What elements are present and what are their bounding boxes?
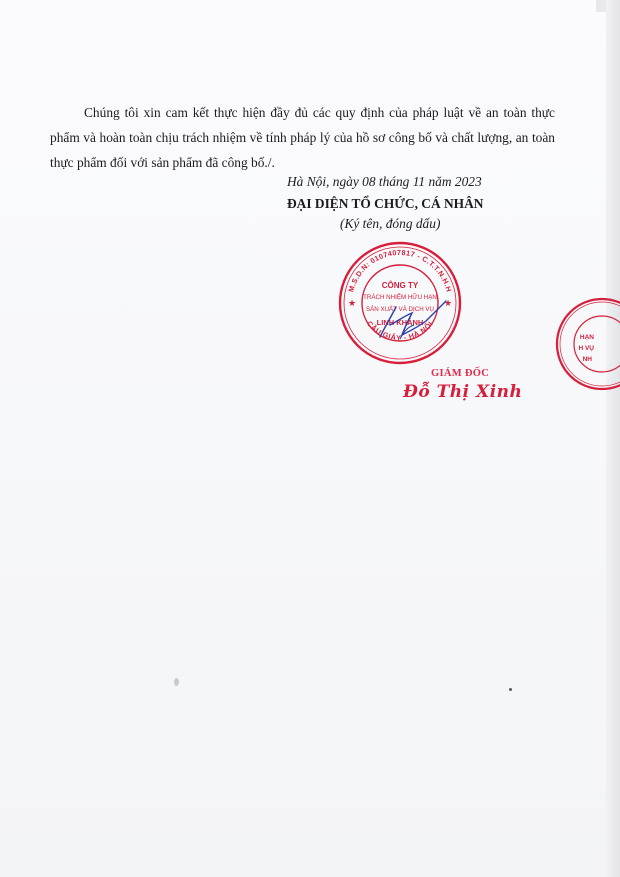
seal-star-right: ★ xyxy=(444,298,453,308)
signer-name: Đỗ Thị Xinh xyxy=(403,382,523,402)
seal-line-company: CÔNG TY xyxy=(381,281,419,290)
scan-smudge xyxy=(174,678,179,686)
seal-ring-text: M.S.D.N: 0107407817 - C.T.T.N.H.H xyxy=(346,247,454,294)
signer-position: GIÁM ĐỐC xyxy=(431,368,490,379)
partial-seal-rings xyxy=(552,294,620,394)
commitment-paragraph: Chúng tôi xin cam kết thực hiện đầy đủ các quy định của pháp luật về an toàn thực phẩm và hoàn toàn chịu trách nhiệm về tính pháp lý của hồ sơ công bố và chất lượng, an toàn thực phẩm đối với sản phẩm đã công bố./. xyxy=(50,105,555,170)
partial-seal-text-1: HẠN xyxy=(579,334,594,341)
scan-speck xyxy=(509,688,512,691)
seal-line-business: SẢN XUẤT VÀ DỊCH VỤ xyxy=(366,306,434,313)
partial-seal-text-3: NH xyxy=(582,356,592,363)
handwritten-signature xyxy=(360,285,453,345)
representative-title: ĐẠI DIỆN TỔ CHỨC, CÁ NHÂN xyxy=(287,196,484,211)
partial-seal xyxy=(552,294,620,394)
signature-note: (Ký tên, đóng dấu) xyxy=(340,216,441,231)
seal-bottom-text: CẦU GIẤY - HÀ NỘI xyxy=(365,319,435,343)
seal-line-type: TRÁCH NHIỆM HỮU HẠN xyxy=(363,294,437,301)
seal-line-name: LINH KHÁNH xyxy=(376,318,424,327)
date-line: Hà Nội, ngày 08 tháng 11 năm 2023 xyxy=(287,174,482,189)
partial-seal-text-2: H VỤ xyxy=(578,345,594,352)
scan-edge-right xyxy=(606,0,620,877)
seal-star-left: ★ xyxy=(348,298,357,308)
